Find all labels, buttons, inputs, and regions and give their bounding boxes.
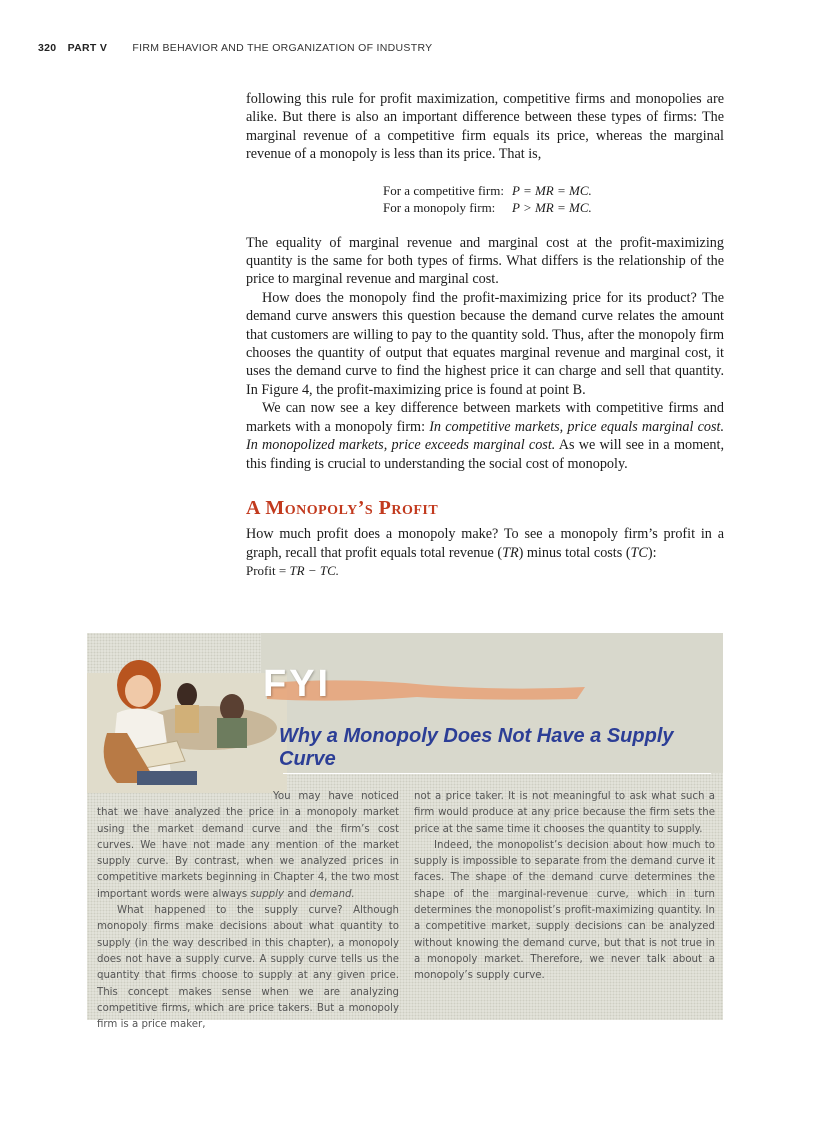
fyi-left-p1-text: You may have noticed that we have analyzed the price in a monopoly market using the market demand curve and the firm’s cost curves. We have not made any mention of the market supply curve. By contrast, when we analyzed prices in competitive markets beginning in Chapter 4, the two most important words were always xyxy=(97,791,399,900)
paragraph-4 xyxy=(246,399,724,473)
fyi-right-paragraph-1: not a price taker. It is not meaningful to ask what such a firm would produce at any price because the firm sets the price at the same time it chooses the quantity to supply. xyxy=(414,791,715,835)
fyi-left-p1-and: and xyxy=(284,888,310,900)
fyi-label: FYI xyxy=(263,663,332,705)
fyi-column-left xyxy=(97,789,399,1033)
fyi-column-right xyxy=(414,789,715,985)
profit-label: Profit = xyxy=(246,563,290,579)
fyi-title: Why a Monopoly Does Not Have a Supply Curve xyxy=(279,725,674,770)
paragraph-1: following this rule for profit maximization, competitive firms and monopolies are alike. But there is also an important difference between these types of firms: The marginal revenue of a competitive firm equals its price, whereas the marginal revenue of a monopoly is less than its price. That is, xyxy=(246,91,724,163)
part-title: FIRM BEHAVIOR AND THE ORGANIZATION OF INDUSTRY xyxy=(132,42,433,54)
part-label: PART V xyxy=(67,42,108,54)
paragraph-4-start: We can now see a key difference between markets with competitive firms and markets with a monopoly firm: xyxy=(246,400,724,435)
equation-monopoly xyxy=(383,199,724,217)
paragraph-2: The equality of marginal revenue and marginal cost at the profit-maximizing quantity is the same for both types of firms. What differs is the relationship of the price to marginal revenue and marginal cost. xyxy=(246,234,724,288)
tr-symbol: TR xyxy=(502,544,519,561)
fyi-left-p1-supply: supply xyxy=(250,888,285,900)
paragraph-5-b: ) minus total costs ( xyxy=(518,544,631,561)
paragraph-4-emphasis: In competitive markets, price equals marginal cost. In monopolized markets, price exceeds marginal cost. xyxy=(246,418,724,454)
paragraph-5-a: How much profit does a monopoly make? To see a monopoly firm’s profit in a graph, recall that profit equals total revenue ( xyxy=(246,526,724,561)
paragraph-3: How does the monopoly find the profit-maximizing price for its product? The demand curve answers this question because the demand curve relates the amount that customers are willing to pay to the quantity sold. Thus, after the monopoly firm chooses the quantity of output that equates marginal revenue and marginal cost, it uses the demand curve to find the highest price it can charge and sell that quantity. In Figure 4, the profit-maximizing price is found at point B. xyxy=(246,289,724,398)
equation-monopoly-label: For a monopoly firm: xyxy=(383,200,496,216)
page-number: 320 xyxy=(38,42,57,54)
section-heading: A Monopoly’s Profit xyxy=(246,496,439,519)
main-text xyxy=(246,90,724,581)
equation-block xyxy=(383,182,724,217)
fyi-left-paragraph-1 xyxy=(97,789,399,903)
profit-equation xyxy=(246,562,724,580)
fyi-left-paragraph-2: What happened to the supply curve? Although monopoly firms make decisions about what quantity to supply (in the way described in this chapter), a monopoly does not have a supply curve. A supply curve tells us the quantity that firms choose to supply at any given price. This concept makes sense when we are analyzing competitive firms, which are price takers. But a monopoly firm is a price maker, xyxy=(97,905,399,1031)
equation-competitive-formula: P = MR = MC. xyxy=(512,182,592,198)
paragraph-5 xyxy=(246,525,724,562)
tc-symbol: TC xyxy=(630,544,648,561)
running-head xyxy=(38,42,432,54)
fyi-box xyxy=(87,633,723,1031)
fyi-illustration xyxy=(87,633,297,793)
equation-competitive-label: For a competitive firm: xyxy=(383,182,504,198)
profit-formula: TR − TC. xyxy=(289,563,340,579)
fyi-divider xyxy=(283,773,711,774)
fyi-right-paragraph-2: Indeed, the monopolist’s decision about how much to supply is impossible to separate from the demand curve it faces. The shape of the demand curve determines the shape of the marginal-revenue curve, which in turn determines the monopolist’s profit-maximizing quantity. In a competitive market, supply decisions can be analyzed without knowing the demand curve, but that is not true in a monopoly market. Therefore, we never talk about a monopoly’s supply curve. xyxy=(414,839,715,982)
paragraph-5-c: ): xyxy=(647,544,657,561)
equation-monopoly-formula: P > MR = MC. xyxy=(512,200,592,216)
equation-competitive xyxy=(383,182,724,200)
fyi-left-p1-demand: demand. xyxy=(309,888,355,900)
paragraph-4-end: As we will see in a moment, this finding is crucial to understanding the social cost of monopoly. xyxy=(246,437,724,472)
